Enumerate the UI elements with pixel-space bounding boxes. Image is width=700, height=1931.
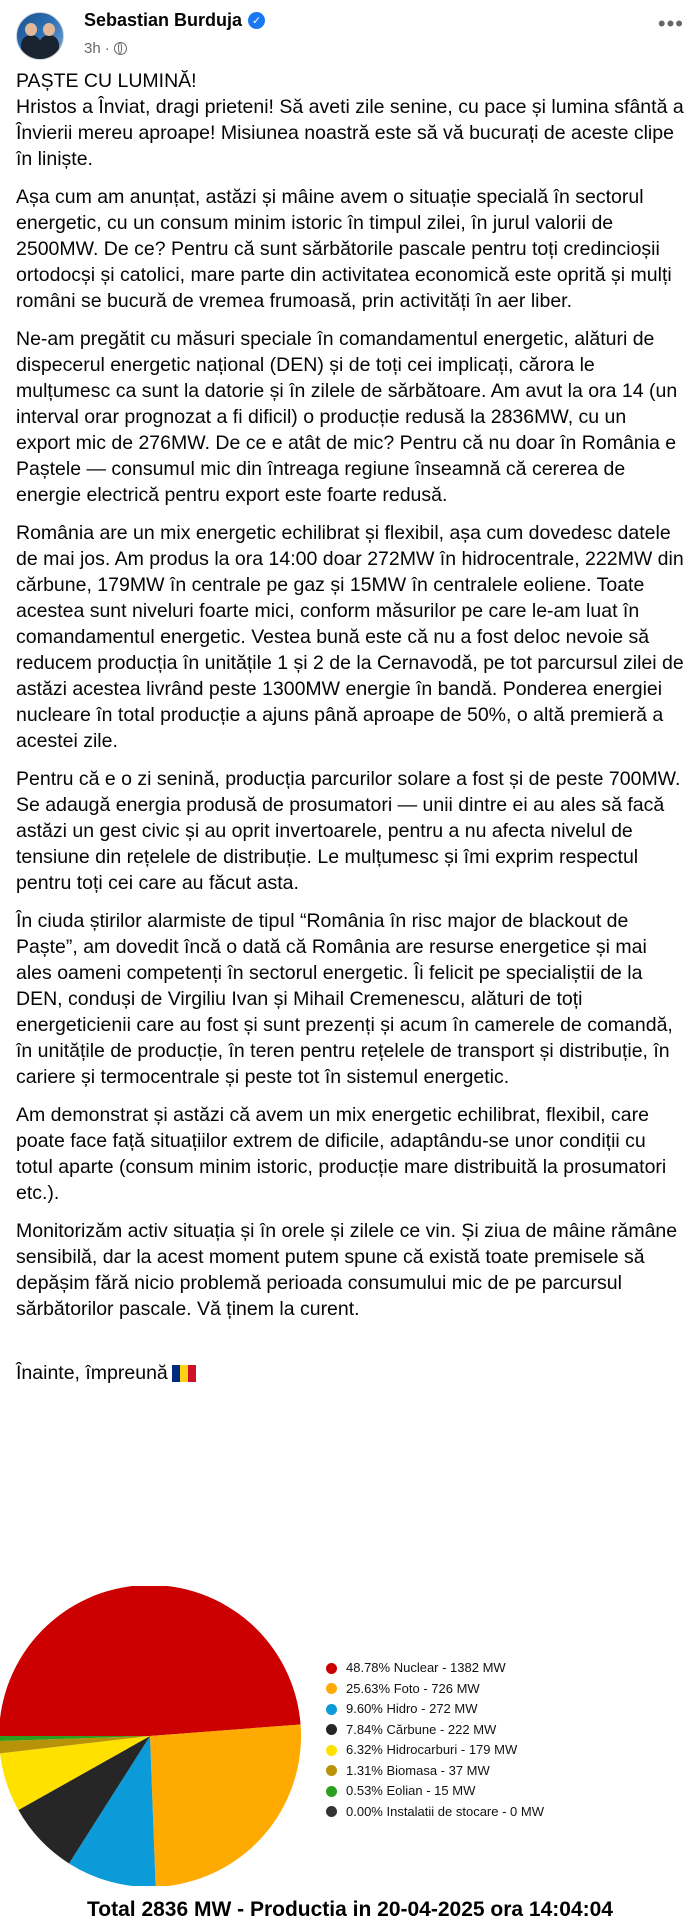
legend-label: 0.53% Eolian - 15 MW	[346, 1783, 476, 1798]
legend-swatch-icon	[326, 1786, 337, 1797]
post-paragraph: PAȘTE CU LUMINĂ! Hristos a Înviat, dragi prieteni! Să aveti zile senine, cu pace și lumina sfântă a Învierii mereu aproape! Misiunea noastră este să vă bucurați de aceste clipe în liniște.	[16, 70, 684, 170]
author-line	[84, 10, 265, 31]
post-closing	[16, 1334, 684, 1386]
legend-label: 48.78% Nuclear - 1382 MW	[346, 1660, 506, 1675]
legend-item	[326, 1740, 544, 1761]
post-paragraph: Am demonstrat și astăzi că avem un mix energetic echilibrat, flexibil, care poate face față situațiilor extrem de dificile, adaptându-se unor condiții cu totul aparte (consum minim istoric, producție mare distribuită la prosumatori etc.).	[16, 1104, 667, 1204]
post-paragraph: Pentru că e o zi senină, producția parcurilor solare a fost și de peste 700MW. Se adaugă energia produsă de prosumatori — unii dintre ei au ales să facă astăzi un gest civic și au oprit invertoarele, pentru a nu afecta nivelul de tensiune din rețelele de distribuție. Le mulțumesc și îmi exprim respectul pentru toți cei care au făcut asta.	[16, 768, 681, 894]
meta-separator: ·	[104, 40, 110, 57]
energy-mix-chart	[0, 1566, 700, 1931]
post-paragraph: Monitorizăm activ situația și în orele și zilele ce vin. Și ziua de mâine rămâne sensibilă, dar la acest moment putem spune că există toate premisele să depășim fără nicio problemă perioada consumului mic de pe parcursul sărbătorilor pascale. Vă ținem la curent.	[16, 1220, 678, 1320]
legend-label: 7.84% Cărbune - 222 MW	[346, 1721, 497, 1737]
post-header	[16, 8, 684, 64]
legend-label: 9.60% Hidro - 272 MW	[346, 1701, 478, 1716]
post-paragraph: În ciuda știrilor alarmiste de tipul “România în risc major de blackout de Paște”, am dovedit încă o dată că România are resurse energetice și mai ales oameni competenți în sectorul energetic. Îi felicit pe specialiștii de la DEN, conduși de Virgiliu Ivan și Mihail Cremenescu, alături de toți energeticienii care au fost și sunt prezenți și acum în camerele de comandă, în unitățile de producție, în teren pentru rețelele de transport și distribuție, în cariere și termocentrale și peste tot în sistemul energetic.	[16, 910, 673, 1088]
legend-swatch-icon	[326, 1724, 337, 1735]
romania-flag-icon	[172, 1363, 196, 1380]
legend-item	[326, 1658, 544, 1679]
legend-swatch-icon	[326, 1663, 337, 1674]
pie-slice-0	[0, 1586, 301, 1736]
post-meta	[84, 40, 127, 57]
closing-text: Înainte, împreună	[16, 1362, 168, 1384]
legend-item	[326, 1802, 544, 1823]
legend-swatch-icon	[326, 1704, 337, 1715]
legend-item	[326, 1781, 544, 1802]
pie-chart	[0, 1586, 320, 1886]
legend-item	[326, 1699, 544, 1720]
public-globe-icon	[114, 42, 127, 55]
legend-item	[326, 1761, 544, 1782]
legend-label: 6.32% Hidrocarburi - 179 MW	[346, 1742, 518, 1757]
post-body	[16, 68, 684, 1398]
legend-label: 1.31% Biomasa - 37 MW	[346, 1762, 490, 1778]
legend-label: 0.00% Instalatii de stocare - 0 MW	[346, 1803, 544, 1819]
chart-caption: Total 2836 MW - Productia in 20-04-2025 ora 14:04:04	[87, 1898, 613, 1921]
post-paragraph: Ne-am pregătit cu măsuri speciale în comandamentul energetic, alături de dispecerul energetic național (DEN) și de toți cei implicați, cărora le mulțumesc ca sunt la datorie și în zilele de sărbătoare. Am avut la ora 14 (un interval orar prognozat a fi dificil) o producție redusă la 2836MW, cu un export mic de 276MW. De ce e atât de mic? Pentru că nu doar în România e Paștele — consumul mic din întreaga regiune înseamnă că cererea de energie electrică pentru export este foarte redusă.	[16, 328, 678, 506]
post-time[interactable]: 3h	[84, 40, 101, 57]
pie-slice-1	[150, 1724, 301, 1886]
chart-legend	[326, 1658, 544, 1822]
more-options-icon[interactable]: •••	[657, 11, 684, 36]
verified-badge-icon: ✓	[248, 12, 265, 29]
legend-swatch-icon	[326, 1683, 337, 1694]
legend-swatch-icon	[326, 1765, 337, 1776]
post-paragraph: România are un mix energetic echilibrat și flexibil, așa cum dovedesc datele de mai jos. Am produs la ora 14:00 doar 272MW în hidrocentrale, 222MW din cărbune, 179MW în centrale pe gaz și 15MW în centralele eoliene. Toate acestea sunt niveluri foarte mici, conform măsurilor pe care le-am luat în comandamentul energetic. Vestea bună este că nu a fost deloc nevoie să reducem producția în unitățile 1 și 2 de la Cernavodă, pe tot parcursul zilei de astăzi acestea livrând peste 1300MW energie în bandă. Ponderea energiei nucleare în total producție a ajuns până aproape de 50%, o altă premieră a acestei zile.	[16, 522, 684, 752]
legend-label: 25.63% Foto - 726 MW	[346, 1680, 480, 1696]
legend-swatch-icon	[326, 1745, 337, 1756]
post-paragraph: Așa cum am anunțat, astăzi și mâine avem o situație specială în sectorul energetic, cu un consum minim istoric în timpul zilei, în jurul valorii de 2500MW. De ce? Pentru că sunt sărbătorile pascale pentru toți credincioșii ortodocși și catolici, mare parte din activitatea economică este oprită și mulți români se bucură de vremea frumoasă, prin activități în aer liber.	[16, 186, 672, 312]
legend-swatch-icon	[326, 1806, 337, 1817]
avatar[interactable]	[16, 12, 64, 60]
legend-item	[326, 1679, 544, 1700]
legend-item	[326, 1720, 544, 1741]
author-name[interactable]: Sebastian Burduja	[84, 10, 243, 30]
